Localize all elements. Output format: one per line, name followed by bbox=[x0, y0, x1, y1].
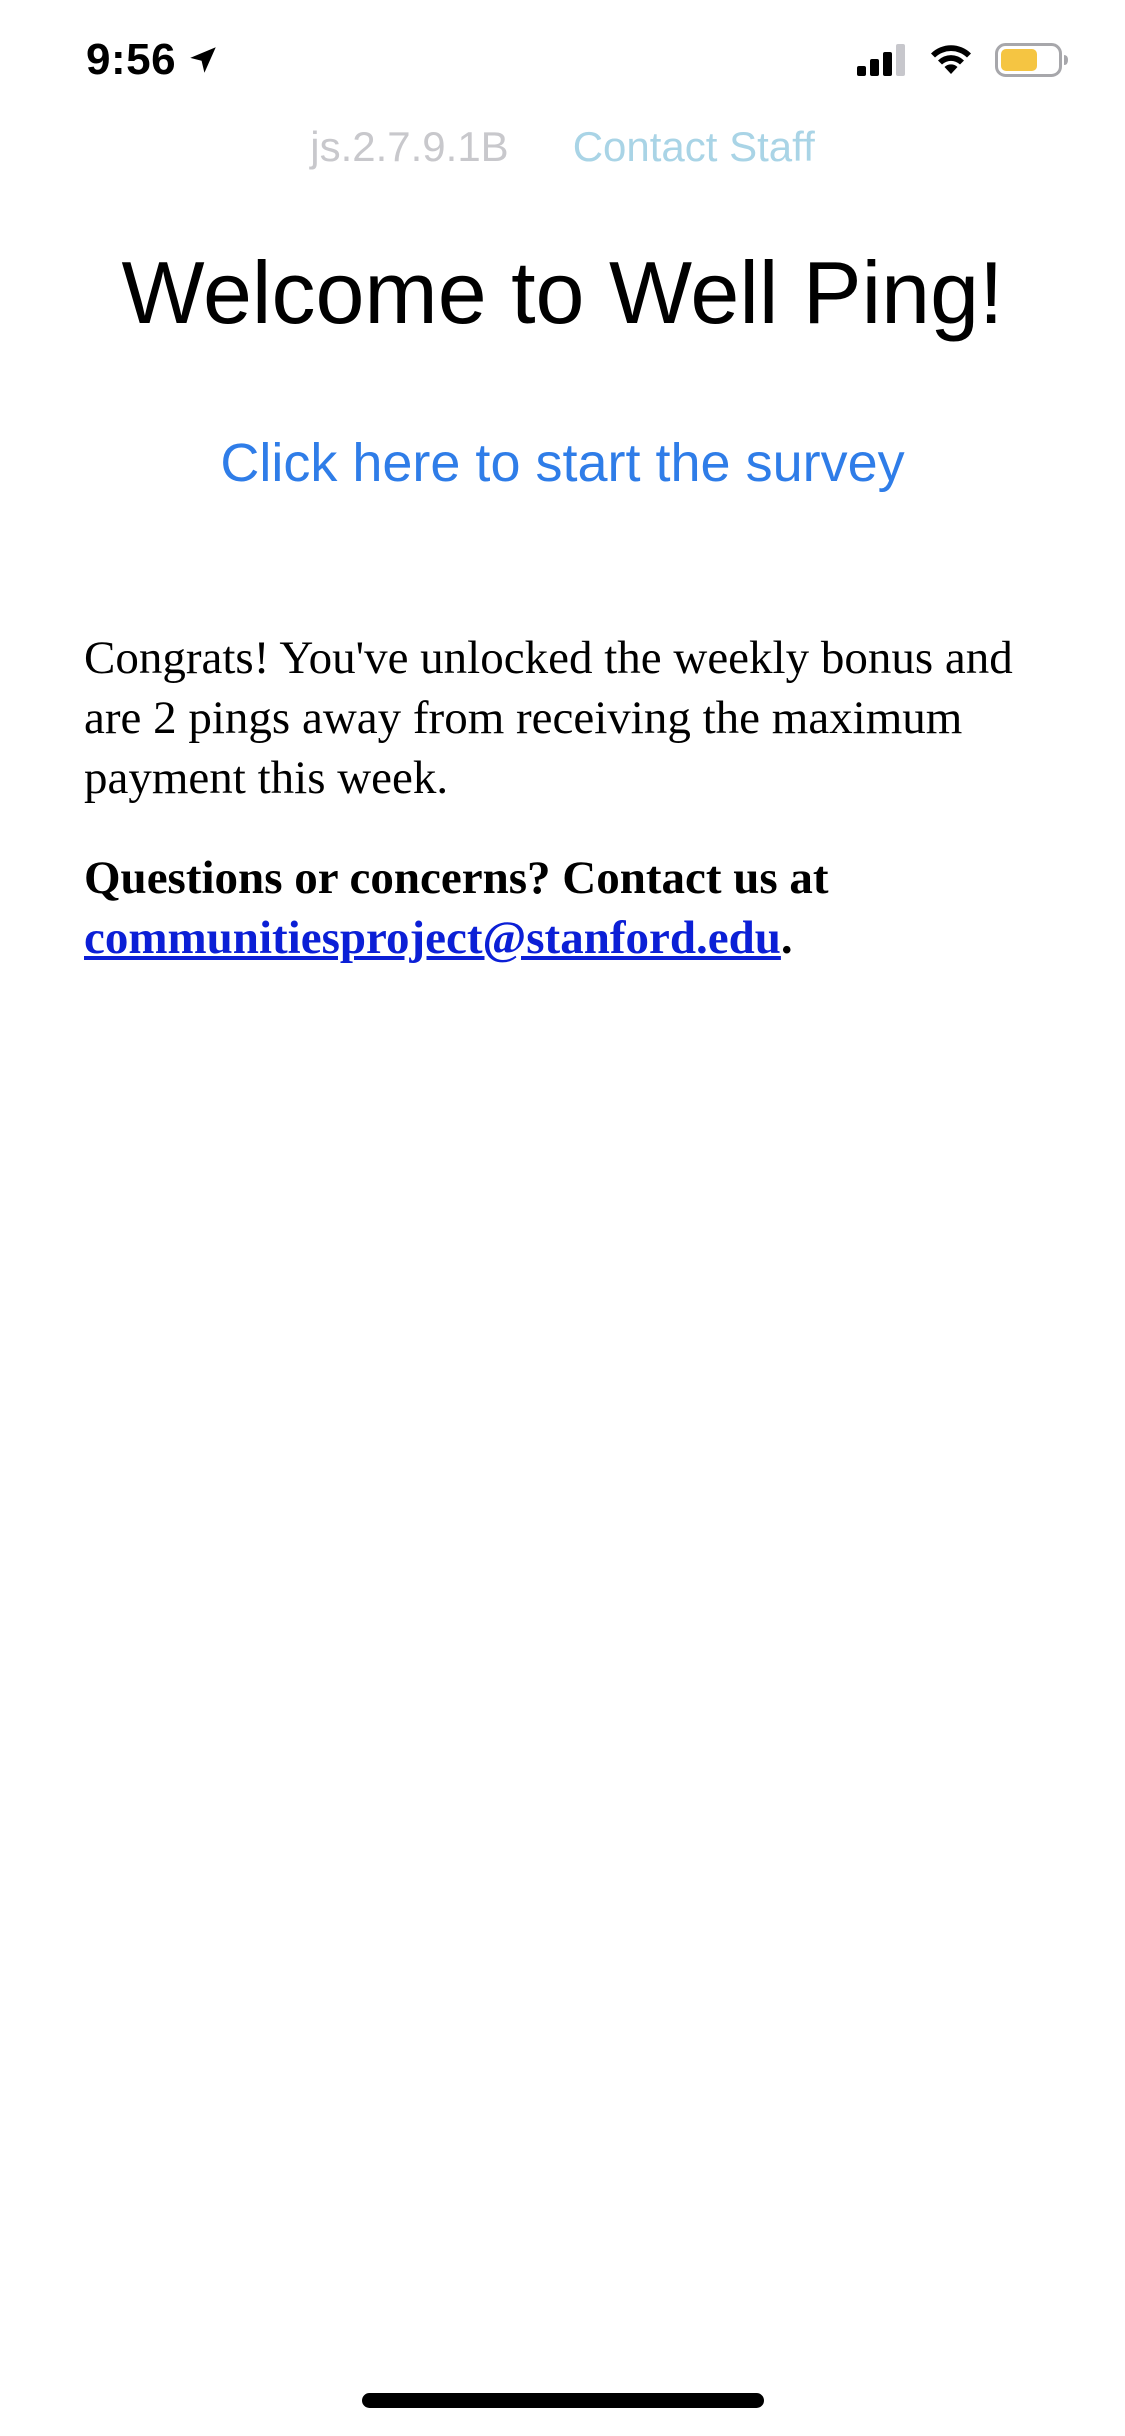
status-bar bbox=[0, 0, 1125, 130]
home-indicator[interactable] bbox=[362, 2393, 764, 2408]
cellular-signal-icon bbox=[857, 44, 907, 81]
bonus-message: Congrats! You've unlocked the weekly bonus and are 2 pings away from receiving the maximum payment this week. bbox=[84, 632, 1013, 804]
status-time: 9:56 bbox=[86, 35, 177, 84]
contact-staff-link[interactable]: Contact Staff bbox=[572, 123, 815, 170]
start-survey-link[interactable]: Click here to start the survey bbox=[220, 433, 905, 493]
page-title: Welcome to Well Ping! bbox=[121, 243, 1004, 342]
battery-icon bbox=[995, 43, 1069, 82]
contact-message bbox=[84, 848, 1064, 968]
contact-email-link[interactable]: communitiesproject@stanford.edu bbox=[84, 912, 781, 964]
contact-suffix: . bbox=[780, 912, 793, 964]
wifi-icon bbox=[929, 44, 973, 81]
message-block bbox=[84, 628, 1064, 968]
top-links bbox=[0, 112, 1125, 182]
location-arrow-icon bbox=[186, 43, 220, 77]
contact-prefix: Questions or concerns? Contact us at bbox=[84, 852, 829, 904]
status-icons bbox=[857, 40, 1069, 84]
version-label: js.2.7.9.1B bbox=[310, 123, 509, 170]
status-time-group bbox=[86, 30, 220, 90]
